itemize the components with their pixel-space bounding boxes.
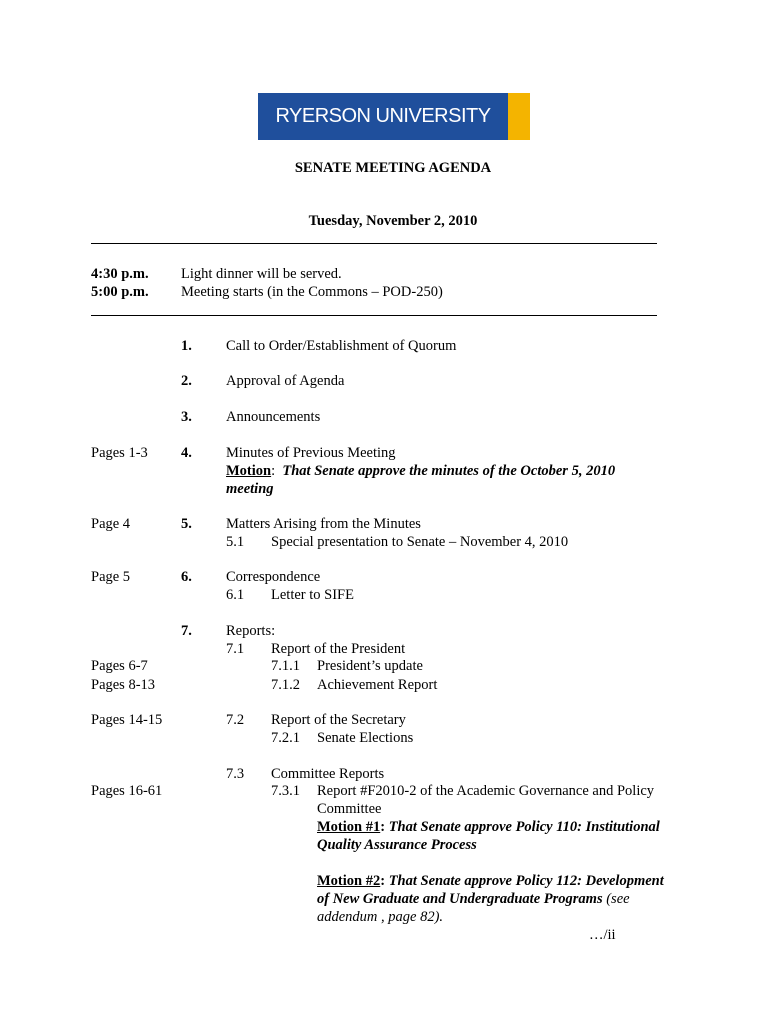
item-1-title: Call to Order/Establishment of Quorum	[226, 338, 457, 354]
item-4-pages: Pages 1-3	[91, 445, 148, 461]
divider-bottom	[91, 315, 657, 316]
schedule-text-2: Meeting starts (in the Commons – POD-250)	[181, 284, 443, 300]
item-7-2-1-text: Senate Elections	[317, 730, 414, 746]
item-4-motion-text-cont: meeting	[226, 481, 274, 497]
item-7-1-1-pages: Pages 6-7	[91, 658, 148, 674]
logo-gold-bar	[508, 93, 530, 140]
motion-1-text: That Senate approve Policy 110: Institutional	[385, 819, 660, 835]
item-3-number: 3.	[181, 409, 192, 425]
item-7-3-1-number: 7.3.1	[271, 783, 300, 799]
item-1-number: 1.	[181, 338, 192, 354]
item-6-title: Correspondence	[226, 569, 321, 585]
schedule-time-1: 4:30 p.m.	[91, 266, 149, 282]
motion-2-note-cont: addendum , page 82).	[317, 909, 444, 925]
item-5-1-text: Special presentation to Senate – November 4, 2010	[271, 534, 569, 550]
item-2-title: Approval of Agenda	[226, 373, 345, 389]
item-7-1-2-number: 7.1.2	[271, 677, 300, 693]
item-7-3-1-line2: Committee	[317, 801, 382, 817]
item-7-1-text: Report of the President	[271, 641, 406, 657]
motion-2-label: Motion #2	[317, 873, 381, 889]
item-6-number: 6.	[181, 569, 192, 585]
divider-top	[91, 243, 657, 244]
ryerson-logo	[258, 93, 530, 140]
item-7-2-1-number: 7.2.1	[271, 730, 300, 746]
logo-text: RYERSON UNIVERSITY	[275, 105, 491, 127]
schedule-text-1: Light dinner will be served.	[181, 266, 342, 282]
motion-2-text-cont: of New Graduate and Undergraduate Programs	[317, 891, 603, 907]
page-title: SENATE MEETING AGENDA	[294, 160, 492, 176]
motion-1	[317, 818, 660, 836]
item-2-number: 2.	[181, 373, 192, 389]
item-7-3-1-pages: Pages 16-61	[91, 783, 163, 799]
motion-1-label: Motion #1	[317, 819, 381, 835]
item-7-1-2-text: Achievement Report	[317, 677, 438, 693]
item-7-1-1-number: 7.1.1	[271, 658, 300, 674]
item-5-number: 5.	[181, 516, 192, 532]
item-7-1-2-pages: Pages 8-13	[91, 677, 156, 693]
item-3-title: Announcements	[226, 409, 321, 425]
item-4-motion	[226, 462, 615, 480]
schedule-time-2: 5:00 p.m.	[91, 284, 149, 300]
motion-2-note: (see	[602, 891, 630, 907]
item-5-title: Matters Arising from the Minutes	[226, 516, 421, 532]
item-7-3-1-line1: Report #F2010-2 of the Academic Governance and Policy	[317, 783, 655, 799]
motion-label: Motion	[226, 463, 272, 479]
item-6-1-number: 6.1	[226, 587, 245, 603]
motion-2-separator: :	[380, 873, 386, 889]
motion-separator: :	[271, 463, 276, 479]
item-7-number: 7.	[181, 623, 192, 639]
item-7-2-pages: Pages 14-15	[91, 712, 163, 728]
motion-1-separator: :	[380, 819, 386, 835]
meeting-date: Tuesday, November 2, 2010	[308, 213, 478, 229]
item-7-1-number: 7.1	[226, 641, 245, 657]
item-5-1-number: 5.1	[226, 534, 245, 550]
continuation-marker: …/ii	[589, 927, 616, 943]
item-5-pages: Page 4	[91, 516, 131, 532]
motion-2-text: That Senate approve Policy 112: Development	[385, 873, 664, 889]
item-7-2-text: Report of the Secretary	[271, 712, 406, 728]
item-6-pages: Page 5	[91, 569, 131, 585]
motion-text: That Senate approve the minutes of the October 5, 2010	[282, 463, 616, 479]
item-7-1-1-text: President’s update	[317, 658, 423, 674]
motion-2-cont	[317, 890, 630, 908]
motion-2	[317, 872, 664, 890]
item-4-number: 4.	[181, 445, 192, 461]
motion-1-text-cont: Quality Assurance Process	[317, 837, 477, 853]
item-7-3-number: 7.3	[226, 766, 245, 782]
item-6-1-text: Letter to SIFE	[271, 587, 354, 603]
item-7-3-text: Committee Reports	[271, 766, 385, 782]
item-7-2-number: 7.2	[226, 712, 245, 728]
item-4-title: Minutes of Previous Meeting	[226, 445, 396, 461]
item-7-title: Reports:	[226, 623, 276, 639]
